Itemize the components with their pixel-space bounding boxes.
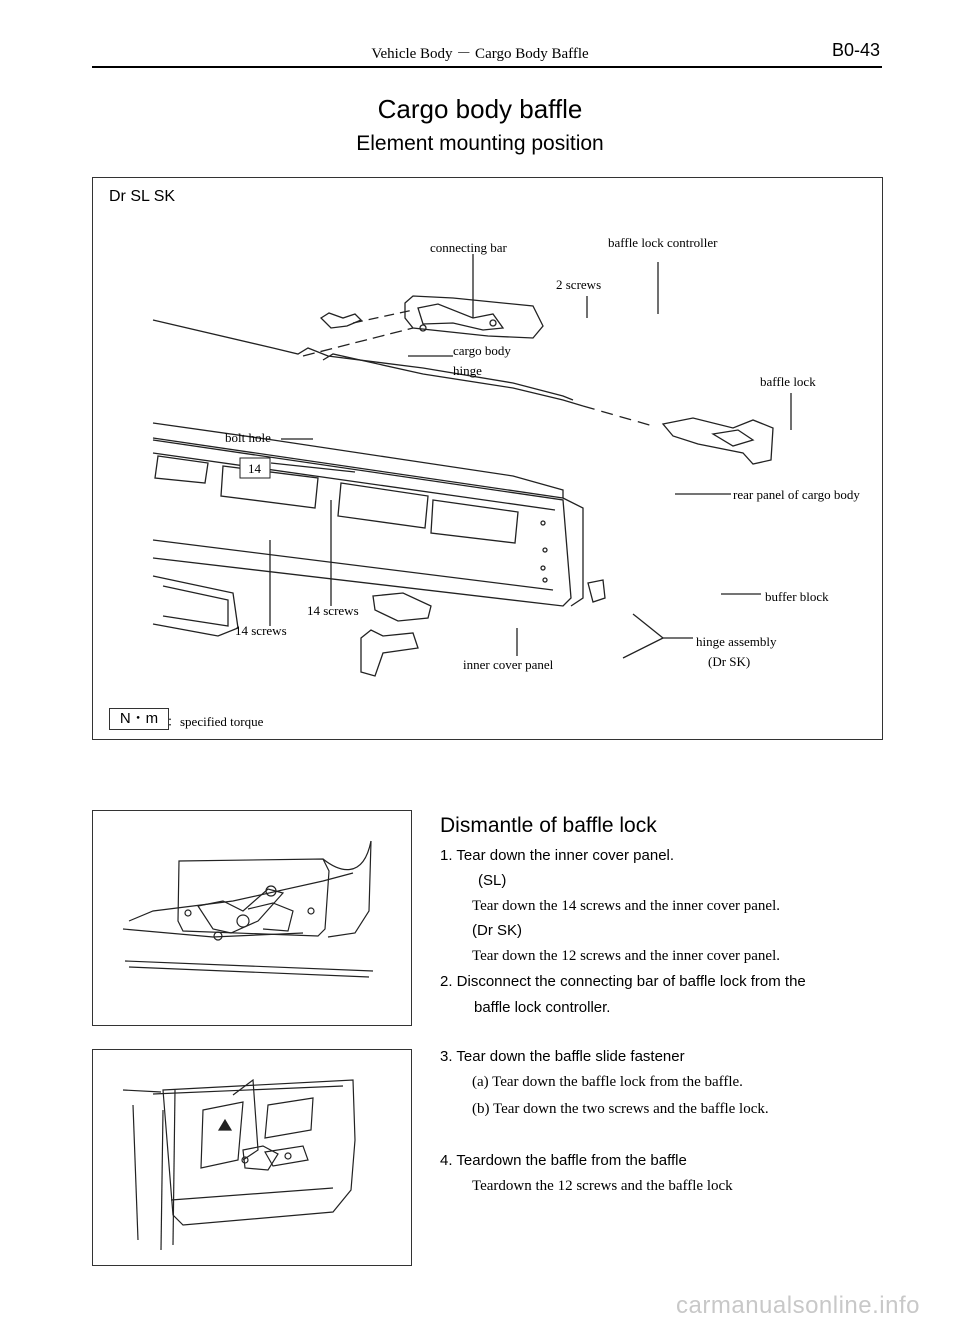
watermark: carmanualsonline.info (676, 1292, 920, 1319)
step-3a: (a) Tear down the baffle lock from the baffle. (472, 1074, 743, 1090)
step-1-drsk-text: Tear down the 12 screws and the inner cover panel. (472, 948, 780, 964)
section-title: Dismantle of baffle lock (440, 814, 657, 837)
figure-controller-detail (92, 810, 412, 1026)
step-2-line1: 2. Disconnect the connecting bar of baffle lock from the (440, 973, 806, 990)
callout-14-screws-lower: 14 screws (235, 623, 287, 638)
step-1-sl-label: (SL) (478, 872, 507, 889)
torque-unit-box: N・m (109, 708, 169, 730)
torque-legend-text: ：specified torque (167, 714, 264, 729)
callout-hinge-assembly: hinge assembly (696, 634, 777, 649)
callout-cargo-body: cargo body (453, 343, 511, 358)
callout-inner-cover-panel: inner cover panel (463, 657, 554, 672)
step-3: 3. Tear down the baffle slide fastener (440, 1048, 685, 1065)
header-divider (92, 66, 882, 68)
inner-cover-panel-drawing (153, 576, 238, 636)
callout-two-screws: 2 screws (556, 277, 602, 292)
callout-baffle-lock: baffle lock (760, 374, 816, 389)
callout-hinge-assembly-variant: (Dr SK) (708, 654, 751, 669)
header-title: Vehicle Body － Cargo Body Baffle (371, 46, 589, 62)
page-title: Cargo body baffle (377, 94, 583, 124)
rear-panel-drawing (153, 423, 563, 498)
step-2-line2: baffle lock controller. (474, 999, 611, 1016)
hinge-assembly-drawing (373, 593, 431, 621)
figure-baffle-lock-detail (92, 1049, 412, 1266)
buffer-block-drawing (588, 580, 605, 602)
baffle-lock-drawing (663, 418, 773, 464)
page-number: B0-43 (831, 40, 880, 60)
callout-buffer-block: buffer block (765, 589, 829, 604)
step-1-drsk-label: (Dr SK) (472, 922, 522, 939)
diagram-variant-label: Dr SL SK (109, 188, 176, 205)
callout-connecting-bar: connecting bar (430, 240, 507, 255)
callout-rear-panel: rear panel of cargo body (733, 487, 860, 502)
callout-14-screws-upper: 14 screws (307, 603, 359, 618)
baffle-exploded-drawing (93, 178, 882, 739)
step-4-text: Teardown the 12 screws and the baffle lock (472, 1178, 733, 1194)
step-4: 4. Teardown the baffle from the baffle (440, 1152, 687, 1169)
callout-hinge: hinge (453, 363, 482, 378)
page-subtitle: Element mounting position (356, 132, 604, 155)
step-1-sl-text: Tear down the 14 screws and the inner cover panel. (472, 898, 780, 914)
controller-detail-drawing (93, 811, 411, 1025)
step-1: 1. Tear down the inner cover panel. (440, 847, 675, 864)
callout-baffle-lock-controller: baffle lock controller (608, 235, 718, 250)
mounting-diagram (92, 177, 883, 740)
step-3b: (b) Tear down the two screws and the baffle lock. (472, 1101, 769, 1117)
callout-bolt-hole: bolt hole (225, 430, 271, 445)
baffle-lock-detail-drawing (93, 1050, 411, 1265)
callout-torque-value: 14 (248, 461, 261, 476)
baffle-lock-controller-drawing (405, 296, 543, 338)
